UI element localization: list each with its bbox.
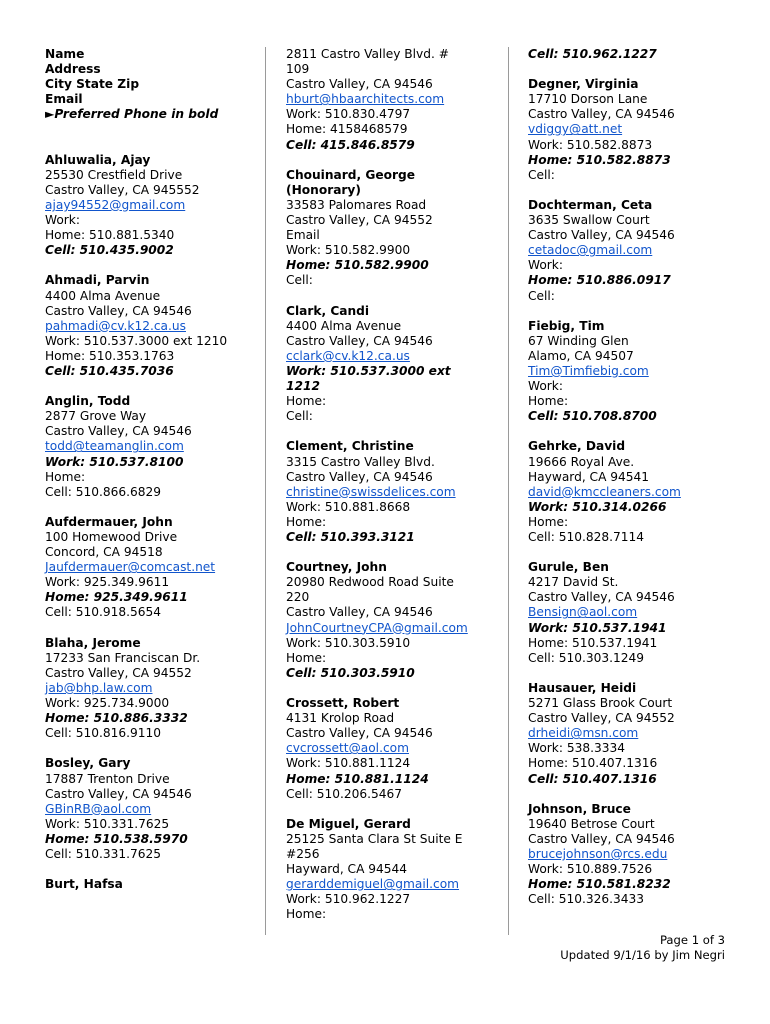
contact-entry	[286, 439, 498, 545]
contact-entry	[528, 319, 740, 425]
contact-name: Ahluwalia, Ajay	[45, 152, 151, 167]
contact-name: (Honorary)	[286, 182, 361, 197]
contact-email-link[interactable]: GBinRB@aol.com	[45, 801, 152, 816]
contact-line: 3315 Castro Valley Blvd.	[286, 454, 435, 469]
contact-name: Burt, Hafsa	[45, 877, 123, 892]
contact-line: 2811 Castro Valley Blvd. #	[286, 47, 449, 61]
contact-email-link[interactable]: Bensign@aol.com	[528, 605, 638, 620]
contact-entry	[528, 439, 740, 545]
contact-line: Cell:	[528, 167, 555, 182]
contact-line: Cell: 510.303.1249	[528, 650, 645, 665]
contact-line: Work: 510.830.4797	[286, 107, 411, 122]
contact-line: Castro Valley, CA 94546	[286, 77, 433, 92]
contact-name: Fiebig, Tim	[528, 318, 605, 333]
contact-line: Work: 510.303.5910	[286, 635, 411, 650]
contact-line: Work: 510.889.7526	[528, 862, 653, 877]
preferred-phone: Cell: 510.393.3121	[286, 530, 415, 544]
contact-name: Dochterman, Ceta	[528, 197, 653, 212]
contact-line: 4217 David St.	[528, 575, 619, 590]
contact-email-link[interactable]: gerarddemiguel@gmail.com	[286, 877, 460, 892]
preferred-phone: Work: 510.537.3000 ext	[286, 363, 451, 378]
contact-line: Home:	[286, 650, 327, 665]
contact-line: Home:	[45, 469, 86, 484]
preferred-phone: Cell: 510.435.9002	[45, 243, 174, 258]
directory-column-1	[45, 47, 257, 892]
preferred-phone: Home: 510.581.8232	[528, 877, 671, 892]
contact-line: Home: 4158468579	[286, 122, 408, 137]
legend-block	[45, 47, 257, 122]
preferred-phone: Work: 510.537.8100	[45, 454, 184, 469]
contact-line: Work:	[528, 258, 563, 273]
contact-entry	[45, 877, 257, 892]
directory-column-3	[528, 47, 740, 907]
contact-line: Work: 510.537.3000 ext 1210	[45, 333, 228, 348]
entry-spacer	[286, 289, 498, 304]
contact-line: Home: 510.881.5340	[45, 228, 175, 243]
entry-spacer	[45, 500, 257, 515]
contact-line: Castro Valley, CA 94546	[528, 831, 675, 846]
contact-line: Home: 510.407.1316	[528, 756, 658, 771]
entry-spacer	[45, 258, 257, 273]
entry-spacer	[528, 424, 740, 439]
contact-name: Ahmadi, Parvin	[45, 273, 150, 288]
contact-entry	[528, 77, 740, 183]
legend-preferred-phone: ►Preferred Phone in bold	[45, 107, 219, 122]
contact-name: De Miguel, Gerard	[286, 816, 411, 831]
entry-spacer	[45, 862, 257, 877]
contact-name: Degner, Virginia	[528, 77, 639, 92]
contact-line: 25125 Santa Clara St Suite E	[286, 831, 463, 846]
contact-line: Castro Valley, CA 94546	[45, 424, 192, 439]
contact-line: Castro Valley, CA 94546	[286, 469, 433, 484]
contact-line: Home: 510.537.1941	[528, 635, 658, 650]
preferred-phone: Cell: 510.407.1316	[528, 771, 657, 786]
contact-line: Work: 925.734.9000	[45, 696, 170, 711]
contact-email-link[interactable]: todd@teamanglin.com	[45, 439, 184, 454]
contact-line: Work: 510.962.1227	[286, 892, 411, 907]
contact-entry	[45, 756, 257, 862]
entry-spacer	[286, 681, 498, 696]
contact-line: Home:	[528, 514, 569, 529]
contact-entry	[528, 802, 740, 908]
contact-line: Work: 510.331.7625	[45, 816, 170, 831]
entry-spacer	[45, 379, 257, 394]
contact-entry	[45, 273, 257, 379]
contact-line: 2877 Grove Way	[45, 409, 147, 424]
entry-spacer	[528, 62, 740, 77]
contact-name: Anglin, Todd	[45, 394, 131, 409]
legend-city-state-zip: City State Zip	[45, 77, 140, 92]
contact-line: Work: 510.582.9900	[286, 243, 411, 258]
contact-name: Crossett, Robert	[286, 696, 400, 711]
contact-entry	[45, 515, 257, 621]
contact-email-link[interactable]: cvcrossett@aol.com	[286, 741, 409, 756]
contact-email-link[interactable]: cetadoc@gmail.com	[528, 243, 653, 258]
contact-line: Castro Valley, CA 94546	[286, 333, 433, 348]
contact-line: Hayward, CA 94544	[286, 862, 408, 877]
contact-name: Gehrke, David	[528, 439, 626, 454]
contact-line: 33583 Palomares Road	[286, 197, 427, 212]
contact-line: Castro Valley, CA 94552	[286, 213, 433, 228]
contact-line: Home:	[528, 394, 569, 409]
contact-name: Clement, Christine	[286, 439, 414, 454]
contact-entry	[286, 560, 498, 681]
page-number: Page 1 of 3	[659, 933, 725, 947]
contact-email-link[interactable]: vdiggy@att.net	[528, 122, 623, 137]
contact-name: Clark, Candi	[286, 303, 370, 318]
preferred-phone: Home: 925.349.9611	[45, 590, 188, 605]
contact-entry	[528, 560, 740, 666]
entry-spacer	[528, 787, 740, 802]
entry-spacer	[528, 666, 740, 681]
contact-line: 19640 Betrose Court	[528, 816, 655, 831]
contact-line: 4131 Krolop Road	[286, 711, 395, 726]
contact-entry	[286, 168, 498, 289]
contact-line: 109	[286, 62, 310, 77]
entry-spacer	[286, 802, 498, 817]
contact-entry	[45, 394, 257, 500]
contact-line: Castro Valley, CA 94546	[286, 605, 433, 620]
contact-line: Hayward, CA 94541	[528, 469, 650, 484]
contact-line: #256	[286, 846, 320, 861]
contact-line: Castro Valley, CA 945552	[45, 182, 200, 197]
contact-line: Work: 510.881.1124	[286, 756, 411, 771]
preferred-phone: Work: 510.537.1941	[528, 620, 667, 635]
contact-line: Alamo, CA 94507	[528, 348, 634, 363]
preferred-phone: Work: 510.314.0266	[528, 499, 667, 514]
contact-line: Castro Valley, CA 94546	[528, 590, 675, 605]
contact-line: Castro Valley, CA 94546	[528, 228, 675, 243]
contact-email-link[interactable]: cclark@cv.k12.ca.us	[286, 348, 410, 363]
legend-email: Email	[45, 92, 83, 107]
contact-line: Home: 510.353.1763	[45, 348, 175, 363]
contact-line: Work: 510.881.8668	[286, 499, 411, 514]
contact-line: Cell:	[528, 288, 555, 303]
contact-line: 20980 Redwood Road Suite	[286, 575, 454, 590]
contact-email-link[interactable]: hburt@hbaarchitects.com	[286, 92, 445, 107]
preferred-phone: Home: 510.582.8873	[528, 152, 671, 167]
contact-entry	[528, 681, 740, 787]
contact-line: Home:	[286, 514, 327, 529]
preferred-phone: Home: 510.881.1124	[286, 771, 429, 786]
contact-line: Work: 925.349.9611	[45, 575, 170, 590]
contact-entry	[286, 696, 498, 802]
contact-line: 17233 San Franciscan Dr.	[45, 650, 201, 665]
contact-line: 19666 Royal Ave.	[528, 454, 635, 469]
contact-line: 67 Winding Glen	[528, 333, 629, 348]
contact-line: Work: 510.582.8873	[528, 137, 653, 152]
contact-line: 25530 Crestfield Drive	[45, 167, 183, 182]
contact-line: Castro Valley, CA 94546	[286, 726, 433, 741]
entry-spacer	[528, 545, 740, 560]
contact-line: Castro Valley, CA 94546	[45, 303, 192, 318]
contact-entry	[45, 153, 257, 259]
contact-name: Courtney, John	[286, 560, 387, 575]
contact-entry	[286, 817, 498, 923]
preferred-phone: Cell: 510.303.5910	[286, 665, 415, 680]
contact-email-link[interactable]: jab@bhp.law.com	[45, 680, 153, 695]
entry-spacer	[45, 122, 257, 137]
contact-line: 220	[286, 590, 310, 605]
contact-line: Castro Valley, CA 94546	[45, 786, 192, 801]
preferred-phone: Cell: 415.846.8579	[286, 137, 415, 152]
directory-column-2	[286, 47, 498, 922]
contact-name: Gurule, Ben	[528, 560, 609, 575]
contact-line: 17887 Trenton Drive	[45, 771, 170, 786]
contact-line: Cell: 510.828.7114	[528, 530, 645, 544]
contact-line: Castro Valley, CA 94552	[528, 711, 675, 726]
column-divider	[265, 47, 266, 935]
contact-email-link[interactable]: drheidi@msn.com	[528, 726, 639, 741]
contact-entry	[286, 304, 498, 425]
contact-line: 5271 Glass Brook Court	[528, 696, 673, 711]
contact-name: Bosley, Gary	[45, 756, 131, 771]
entry-spacer	[45, 621, 257, 636]
preferred-phone: Cell: 510.435.7036	[45, 363, 174, 378]
contact-line: 4400 Alma Avenue	[286, 318, 402, 333]
column-divider	[508, 47, 509, 935]
contact-line: Castro Valley, CA 94546	[528, 107, 675, 122]
contact-email-link[interactable]: david@kmccleaners.com	[528, 484, 681, 499]
contact-line: Concord, CA 94518	[45, 545, 163, 560]
contact-line: Email	[286, 228, 320, 243]
contact-line: Cell:	[286, 409, 313, 424]
contact-email-link[interactable]: Jaufdermauer@comcast.net	[45, 560, 216, 575]
contact-entry	[528, 198, 740, 304]
preferred-phone: Cell: 510.708.8700	[528, 409, 657, 424]
contact-entry	[45, 636, 257, 742]
preferred-phone: 1212	[286, 379, 320, 394]
preferred-phone: Home: 510.886.0917	[528, 273, 671, 288]
contact-name: Blaha, Jerome	[45, 635, 141, 650]
contact-email-link[interactable]: JohnCourtneyCPA@gmail.com	[286, 620, 468, 635]
contact-line: Home:	[286, 394, 327, 409]
entry-spacer	[528, 304, 740, 319]
page-footer	[560, 933, 725, 962]
entry-spacer	[528, 183, 740, 198]
contact-email-link[interactable]: christine@swissdelices.com	[286, 484, 456, 499]
preferred-phone: Home: 510.886.3332	[45, 711, 188, 726]
contact-entry	[528, 47, 740, 62]
entry-spacer	[45, 741, 257, 756]
contact-name: Chouinard, George	[286, 167, 415, 182]
contact-name: Aufdermauer, John	[45, 514, 173, 529]
contact-entry	[286, 47, 498, 153]
entry-spacer	[286, 424, 498, 439]
contact-line: Cell: 510.331.7625	[45, 846, 162, 861]
preferred-phone: Cell: 510.962.1227	[528, 47, 657, 61]
contact-line: 4400 Alma Avenue	[45, 288, 161, 303]
contact-line: Cell:	[286, 273, 313, 288]
entry-spacer	[286, 545, 498, 560]
contact-line: Cell: 510.866.6829	[45, 484, 162, 499]
contact-line: 3635 Swallow Court	[528, 213, 650, 228]
legend-address: Address	[45, 62, 101, 77]
preferred-phone: Home: 510.538.5970	[45, 831, 188, 846]
updated-note: Updated 9/1/16 by Jim Negri	[560, 947, 725, 962]
entry-spacer	[45, 138, 257, 153]
contact-name: Hausauer, Heidi	[528, 680, 637, 695]
contact-line: Cell: 510.918.5654	[45, 605, 162, 620]
contact-line: Work:	[528, 379, 563, 394]
contact-line: 100 Homewood Drive	[45, 530, 178, 544]
contact-line: Castro Valley, CA 94552	[45, 665, 192, 680]
contact-email-link[interactable]: Tim@Timfiebig.com	[528, 363, 649, 378]
contact-line: Cell: 510.206.5467	[286, 786, 403, 801]
contact-email-link[interactable]: ajay94552@gmail.com	[45, 197, 186, 212]
preferred-phone: Home: 510.582.9900	[286, 258, 429, 273]
contact-line: 17710 Dorson Lane	[528, 92, 648, 107]
contact-email-link[interactable]: brucejohnson@rcs.edu	[528, 846, 668, 861]
contact-line: Cell: 510.816.9110	[45, 726, 162, 741]
contact-name: Johnson, Bruce	[528, 801, 631, 816]
contact-email-link[interactable]: pahmadi@cv.k12.ca.us	[45, 318, 186, 333]
legend-name: Name	[45, 47, 85, 61]
contact-line: Work:	[45, 213, 80, 228]
contact-line: Cell: 510.326.3433	[528, 892, 645, 907]
contact-line: Work: 538.3334	[528, 741, 625, 756]
contact-line: Home:	[286, 907, 327, 922]
entry-spacer	[286, 153, 498, 168]
